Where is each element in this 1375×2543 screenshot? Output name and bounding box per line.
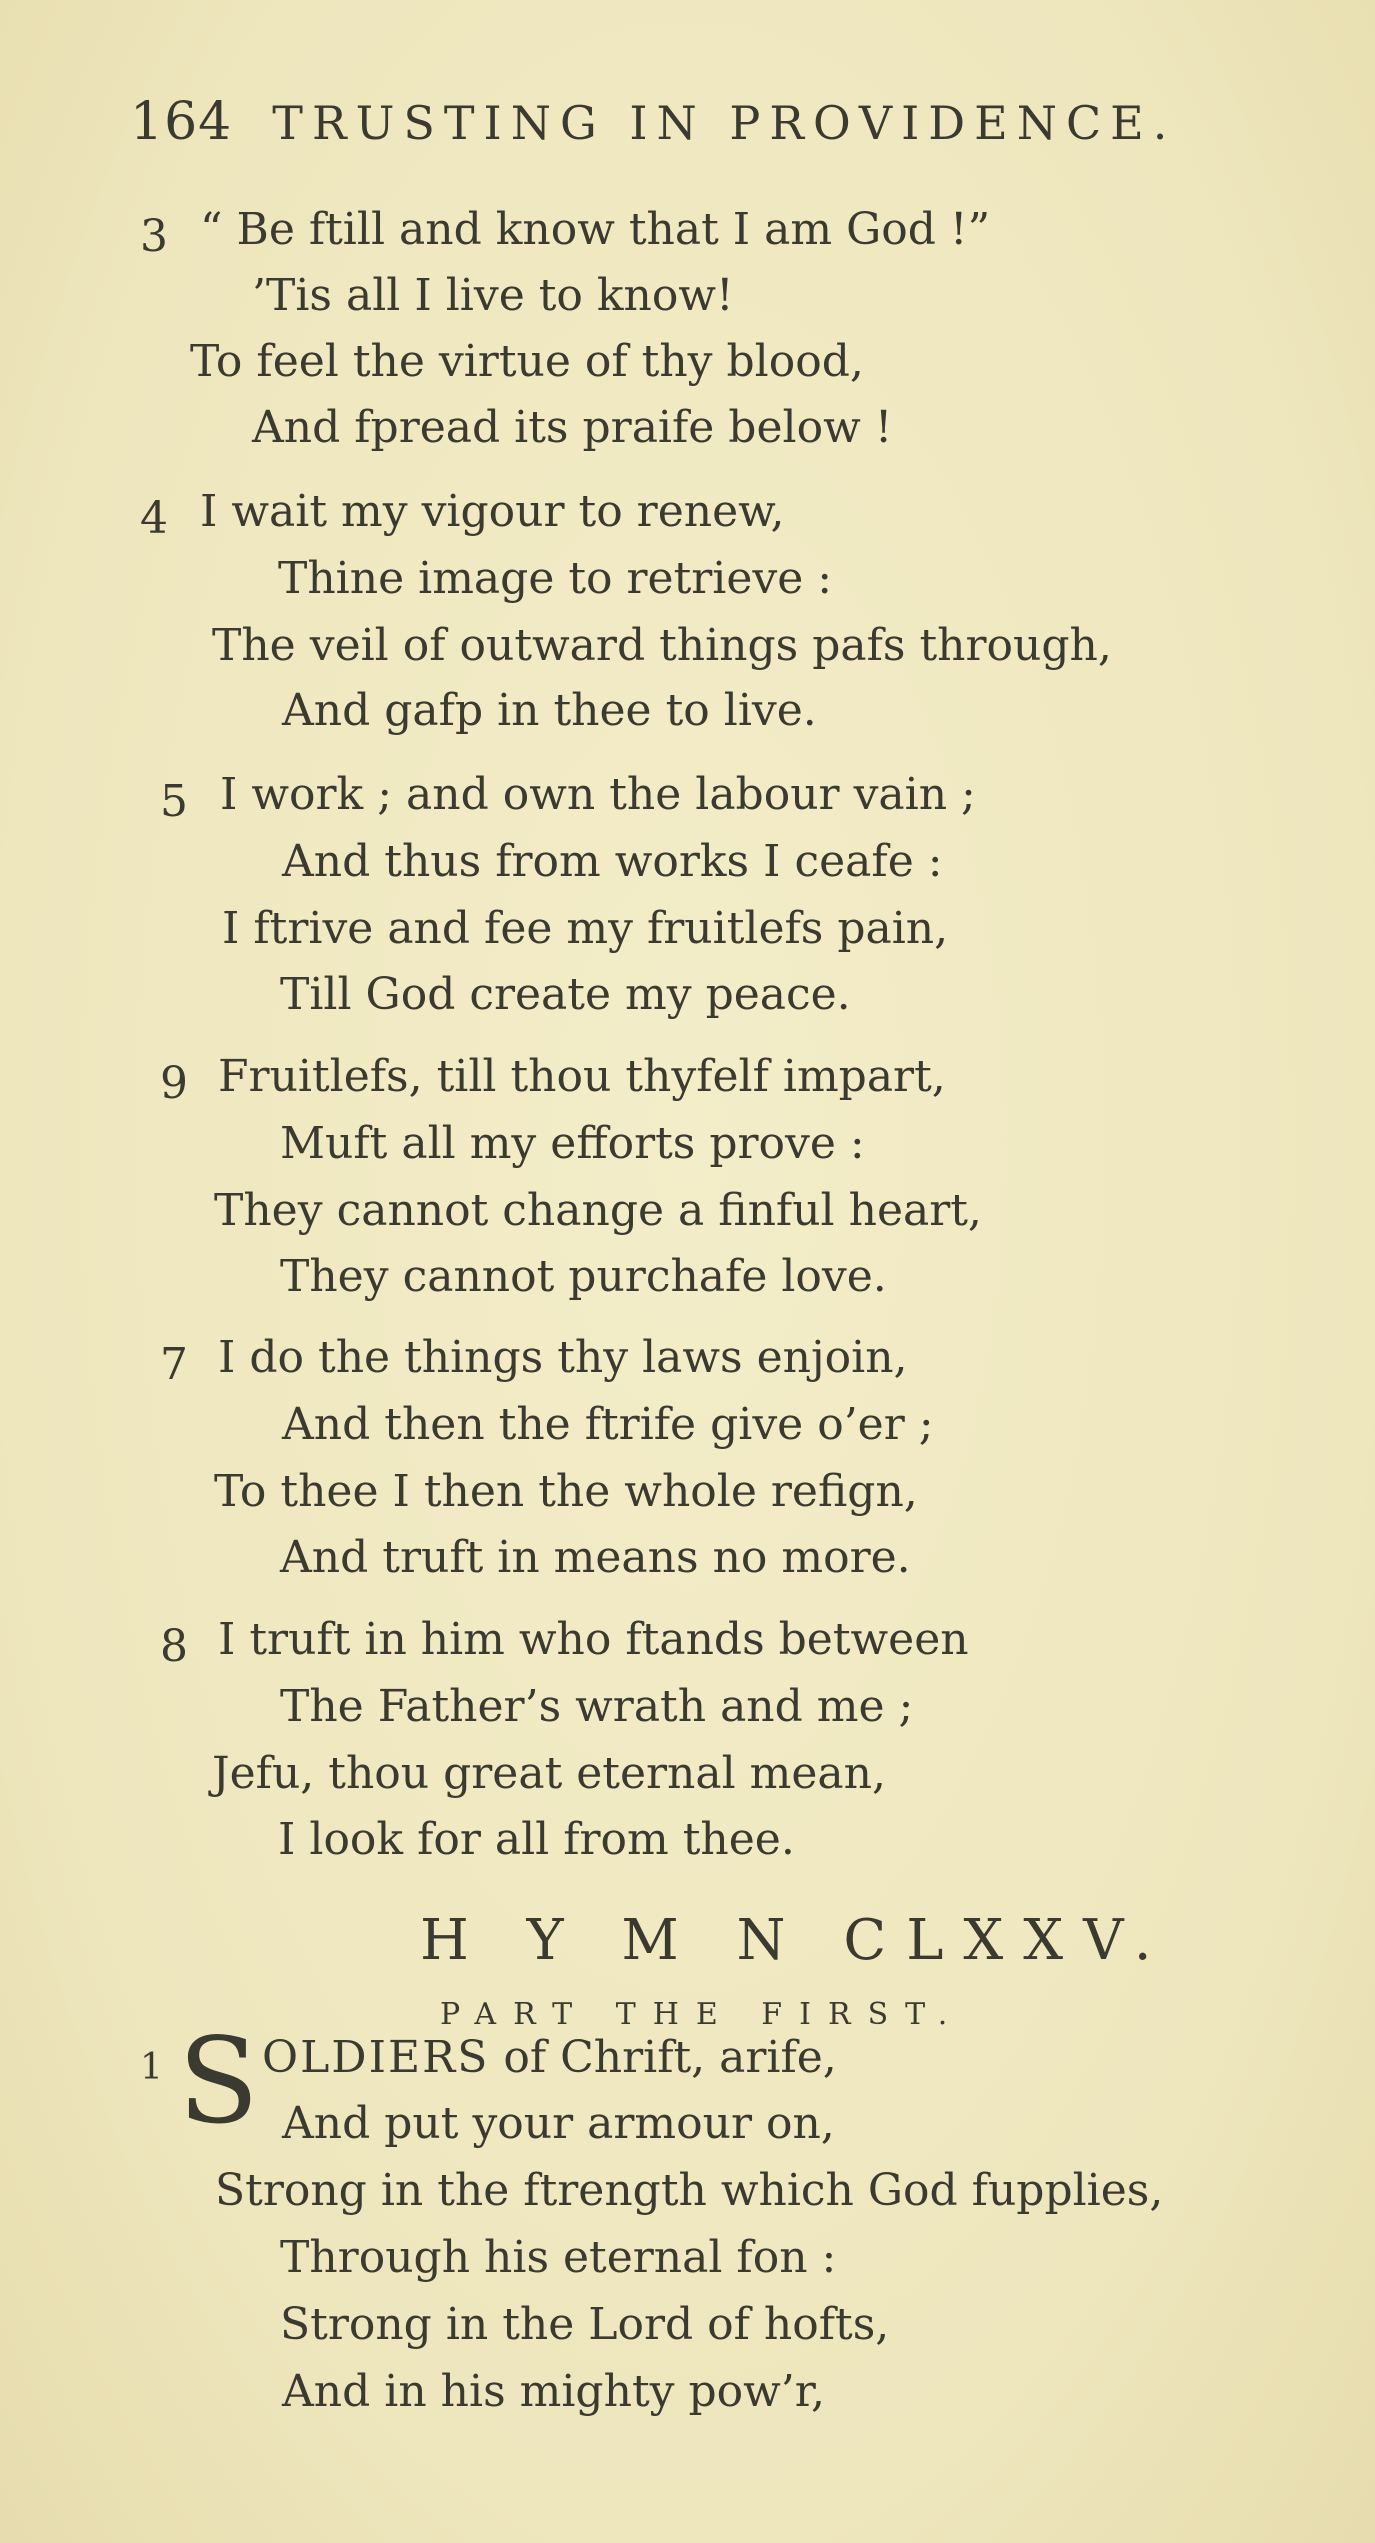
verse-line: And gafp in thee to live. <box>282 685 817 736</box>
verse-line: And truft in means no more. <box>280 1532 911 1583</box>
running-title: TRUSTING IN PROVIDENCE. <box>272 96 1177 150</box>
verse-line: I truft in him who ftands between <box>218 1614 969 1665</box>
drop-cap: S <box>178 2012 259 2150</box>
verse-line: Strong in the Lord of hofts, <box>280 2299 890 2350</box>
verse-line: I wait my vigour to renew, <box>200 486 785 537</box>
verse-number: 8 <box>160 1621 188 1672</box>
verse-line: And thus from works I ceafe : <box>282 836 943 887</box>
part-title: PART THE FIRST. <box>440 1997 965 2032</box>
verse-line: And fpread its praife below ! <box>252 402 893 453</box>
verse-line: I do the things thy laws enjoin, <box>218 1332 908 1383</box>
verse-line: And then the ftrife give o’er ; <box>282 1399 934 1450</box>
verse-line: I ftrive and fee my fruitlefs pain, <box>222 903 949 954</box>
verse-line: I work ; and own the labour vain ; <box>220 769 976 820</box>
verse-line: Strong in the ftrength which God fupplies, <box>215 2165 1164 2216</box>
hymn-title: H Y M N CLXXV. <box>420 1908 1172 1973</box>
verse-line-first <box>262 2032 837 2083</box>
verse-line: To thee I then the whole refign, <box>214 1466 918 1517</box>
verse-line: They cannot purchafe love. <box>280 1251 887 1302</box>
verse-number: 1 <box>140 2047 163 2088</box>
page-header <box>130 92 1250 172</box>
verse-line: I look for all from thee. <box>278 1814 795 1865</box>
verse-line: Till God create my peace. <box>280 969 851 1020</box>
verse-line: They cannot change a finful heart, <box>214 1185 982 1236</box>
verse-line: To feel the virtue of thy blood, <box>190 336 864 387</box>
verse-number: 3 <box>140 211 168 262</box>
verse-number: 7 <box>160 1339 188 1390</box>
first-line-tail: of Chrift, arife, <box>489 2032 837 2083</box>
verse-number: 5 <box>160 776 188 827</box>
verse-line: The veil of outward things pafs through, <box>212 620 1112 671</box>
verse-line: And put your armour on, <box>282 2098 835 2149</box>
verse-line: “ Be ftill and know that I am God !” <box>200 204 991 255</box>
verse-line: Fruitlefs, till thou thyfelf impart, <box>218 1051 946 1102</box>
verse-number: 4 <box>140 493 168 544</box>
first-word: OLDIERS <box>262 2032 490 2083</box>
verse-line: Through his eternal fon : <box>280 2232 837 2283</box>
verse-line: ’Tis all I live to know! <box>252 270 734 321</box>
verse-number: 9 <box>160 1058 188 1109</box>
verse-line: And in his mighty pow’r, <box>282 2366 825 2417</box>
verse-line: Jefu, thou great eternal mean, <box>212 1748 886 1799</box>
page-number: 164 <box>130 92 233 152</box>
verse-line: The Father’s wrath and me ; <box>280 1681 914 1732</box>
verse-line: Muft all my efforts prove : <box>280 1118 865 1169</box>
verse-line: Thine image to retrieve : <box>278 553 833 604</box>
